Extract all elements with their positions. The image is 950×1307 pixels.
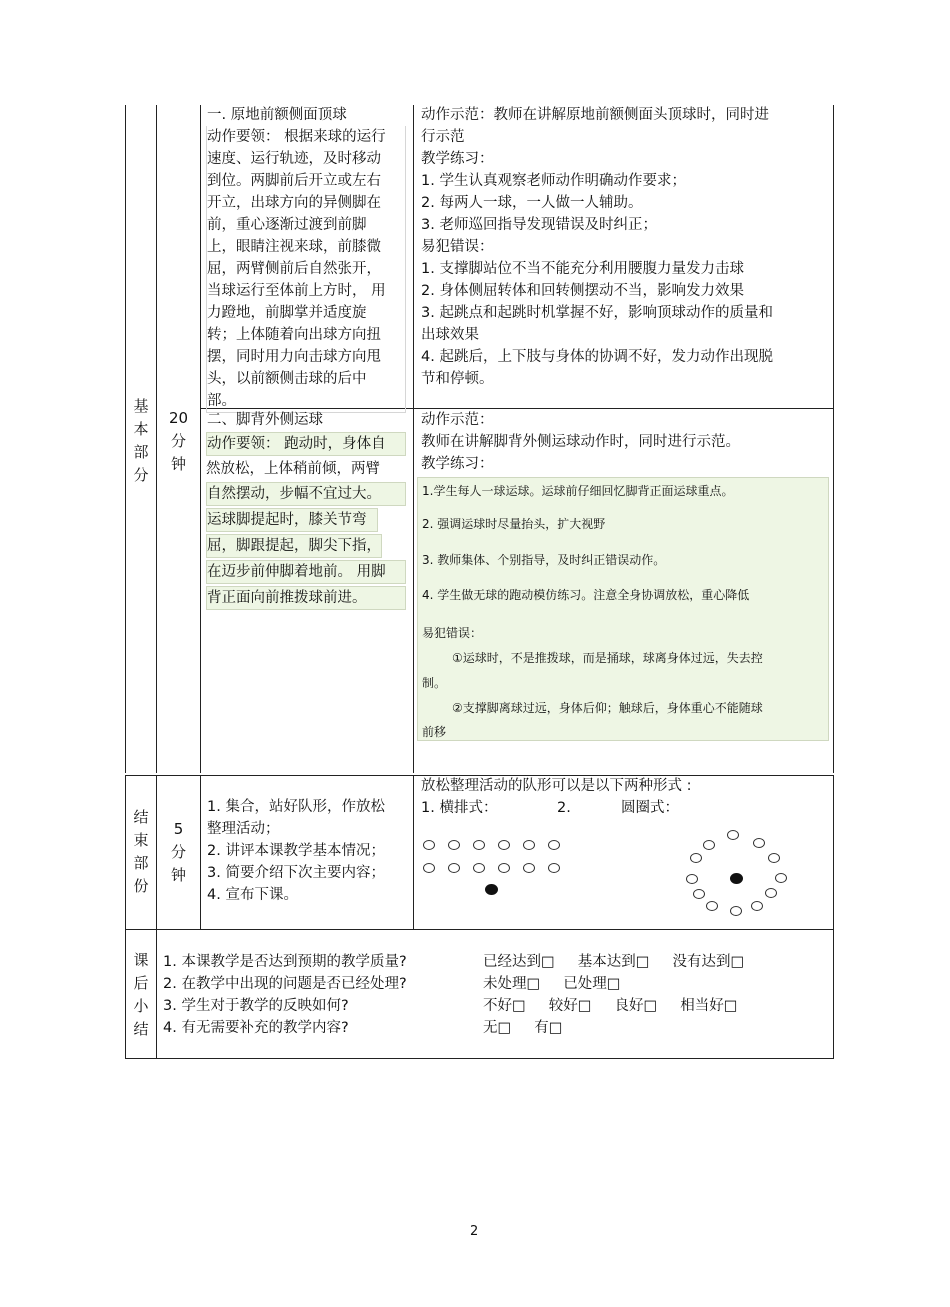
section-label-after: 课 后 小 结 (133, 951, 149, 1038)
player-circle (523, 840, 535, 850)
player-circle (686, 874, 698, 884)
item1-points: 动作要领： 根据来球的运行 速度、运行轨迹，及时移动 到位。两脚前后开立或左右 开立，出球方向的异侧脚在 前，重心逐渐过渡到前脚 上，眼睛注视来球，前膝微 屈，两臂侧前后自然张开， 当球运行至体前上方时， 用 力蹬地，前脚掌并适度旋 转；上体随着向出球方向扭 摆，同时用力向击球方向甩 头，以前额侧击球的后中 部。 (206, 126, 406, 413)
table-border (200, 775, 201, 930)
formation-title: 放松整理活动的队形可以是以下两种形式 : (421, 778, 692, 794)
formation-1-label: 1. 横排式： (421, 800, 498, 816)
table-border (200, 105, 201, 773)
item1-title: 一. 原地前额侧面顶球 (207, 107, 347, 123)
table-border (833, 775, 834, 930)
player-circle (548, 863, 560, 873)
player-circle (548, 840, 560, 850)
player-circle (768, 853, 780, 863)
player-circle (751, 901, 763, 911)
table-border (125, 1058, 834, 1059)
section-label-end: 结 束 部 份 (133, 808, 149, 895)
player-circle (473, 840, 485, 850)
item1-method: 动作示范：教师在讲解原地前额侧面头顶球时，同时进 行示范 教学练习： 1. 学生认真观察老师动作明确动作要求； 2. 每两人一球，一人做一人辅助。 3. 老师巡回指导发现错误及时纠正； 易犯错误： 1. 支撑脚站位不当不能充分利用腰腹力量发力击球 2. 身体侧屈转体和回转侧摆动不当，影响发力效果 3. 起跳点和起跳时机掌握不好，影响顶球动作的质量和 出球效果 4. 起跳后，上下肢与身体的协调不好，发力动作出现脱 节和停顿。 (421, 107, 773, 387)
player-circle (498, 863, 510, 873)
player-circle (753, 838, 765, 848)
summary-options: 已经达到□ 基本达到□ 没有达到□ 未处理□ 已处理□ 不好□ 较好□ 良好□ 相当好□ 无□ 有□ (483, 954, 745, 1036)
item2-title: 二、脚背外侧运球 (207, 412, 323, 428)
section-label-basic: 基 本 部 分 (133, 397, 149, 484)
player-circle (523, 863, 535, 873)
item2-points: 动作要领： 跑动时，身体自 然放松，上体稍前倾，两臂 自然摆动，步幅不宜过大。 运球脚提起时，膝关节弯 屈，脚跟提起，脚尖下指， 在迈步前伸脚着地前。 用脚 背正面向前推拨球前进。 (206, 432, 408, 612)
item2-method-box: 1.学生每人一球运球。运球前仔细回忆脚背正面运球重点。 2. 强调运球时尽量抬头，扩大视野 3. 教师集体、个别指导，及时纠正错误动作。 4. 学生做无球的跑动模仿练习。注意全身协调放松，重心降低 易犯错误： ①运球时，不是推拨球，而是捅球，球离身体过远，失去控 制。 ②支撑脚离球过远，身体后仰；触球后，身体重心不能随球 前移 (417, 477, 829, 741)
player-circle (423, 863, 435, 873)
summary-questions: 1. 本课教学是否达到预期的教学质量? 2. 在教学中出现的问题是否已经处理? 3. 学生对于教学的反映如何? 4. 有无需要补充的教学内容? (163, 954, 407, 1036)
player-circle (690, 853, 702, 863)
player-circle (448, 863, 460, 873)
table-border (125, 929, 834, 930)
player-circle (448, 840, 460, 850)
table-border (833, 929, 834, 1059)
player-circle (730, 906, 742, 916)
teacher-dot (730, 873, 743, 884)
teacher-dot (485, 884, 498, 895)
section-time-basic: 20 分 钟 (168, 409, 189, 473)
player-circle (693, 889, 705, 899)
table-border (156, 929, 157, 1059)
player-circle (423, 840, 435, 850)
player-circle (703, 840, 715, 850)
player-circle (706, 901, 718, 911)
section-time-end: 5 分 钟 (170, 820, 186, 884)
page-number: 2 (470, 1224, 479, 1239)
table-border (833, 105, 834, 773)
item2-method-head: 动作示范： 教师在讲解脚背外侧运球动作时，同时进行示范。 教学练习： (421, 412, 740, 472)
formation-2-num: 2. (557, 800, 571, 816)
formation-2-label: 圆圈式： (621, 800, 679, 816)
player-circle (473, 863, 485, 873)
player-circle (765, 888, 777, 898)
player-circle (775, 873, 787, 883)
table-border (413, 105, 414, 773)
player-circle (498, 840, 510, 850)
player-circle (727, 830, 739, 840)
table-border (413, 775, 414, 930)
end-content: 1. 集合，站好队形，作放松 整理活动； 2. 讲评本课教学基本情况； 3. 简要介绍下次主要内容； 4. 宣布下课。 (207, 799, 385, 903)
